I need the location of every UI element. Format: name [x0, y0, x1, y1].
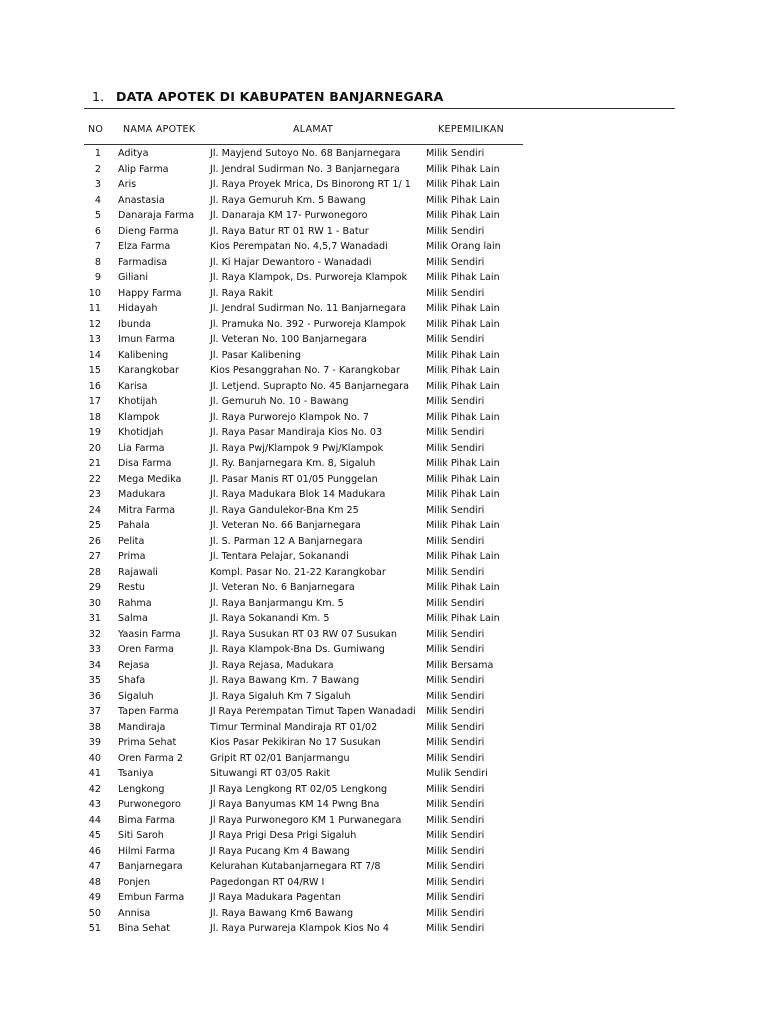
pharmacy-ownership: Milik Sendiri [426, 861, 485, 872]
pharmacy-ownership: Milik Sendiri [426, 256, 485, 268]
pharmacy-ownership: Milik Pihak Lain [426, 520, 500, 531]
pharmacy-ownership: Milik Sendiri [426, 923, 485, 934]
table-row [0, 363, 768, 379]
pharmacy-name: Banjarnegara [118, 861, 183, 872]
pharmacy-address: Jl. Ry. Banjarnegara Km. 8, Sigaluh [210, 458, 376, 469]
pharmacy-address: Jl. Jendral Sudirman No. 11 Banjarnegara [210, 303, 406, 314]
pharmacy-name: Purwonegoro [118, 799, 181, 810]
pharmacy-address: Pagedongan RT 04/RW I [210, 876, 325, 888]
pharmacy-ownership: Milik Sendiri [426, 287, 485, 299]
table-row [0, 627, 768, 643]
pharmacy-name: Tapen Farma [118, 706, 179, 717]
pharmacy-address: Jl Raya Purwonegoro KM 1 Purwanegara [210, 814, 402, 826]
table-row [0, 735, 768, 751]
table-row [0, 704, 768, 720]
row-number: 44 [88, 814, 101, 826]
pharmacy-ownership: Milik Pihak Lain [426, 210, 500, 221]
pharmacy-ownership: Milik Sendiri [426, 396, 485, 407]
header-divider [84, 144, 523, 145]
pharmacy-ownership: Milik Sendiri [426, 845, 485, 857]
pharmacy-address: Jl. Raya Bawang Km6 Bawang [210, 907, 354, 919]
pharmacy-ownership: Milik Sendiri [426, 597, 485, 609]
pharmacy-ownership: Milik Sendiri [426, 535, 485, 547]
pharmacy-ownership: Milik Pihak Lain [426, 411, 500, 423]
table-row [0, 503, 768, 519]
table-row [0, 286, 768, 302]
pharmacy-name: Madukara [118, 489, 166, 500]
row-number: 42 [88, 783, 101, 795]
pharmacy-name: Kalibening [118, 349, 169, 361]
table-row [0, 720, 768, 736]
table-row [0, 751, 768, 767]
row-number: 6 [94, 225, 101, 237]
pharmacy-ownership: Milik Sendiri [426, 876, 485, 888]
row-number: 49 [88, 892, 101, 903]
pharmacy-name: Rahma [118, 597, 152, 609]
pharmacy-name: Aditya [118, 148, 149, 159]
pharmacy-name: Farmadisa [118, 256, 168, 268]
table-row [0, 239, 768, 255]
pharmacy-name: Alip Farma [118, 163, 169, 175]
pharmacy-table [0, 146, 768, 937]
row-number: 18 [88, 411, 101, 423]
table-row [0, 611, 768, 627]
pharmacy-name: Klampok [118, 411, 160, 423]
row-number: 23 [88, 489, 101, 500]
pharmacy-ownership: Milik Pihak Lain [426, 380, 500, 392]
pharmacy-ownership: Milik Sendiri [426, 690, 485, 702]
pharmacy-address: Jl. Raya Sigaluh Km 7 Sigaluh [210, 690, 351, 702]
pharmacy-ownership: Milik Pihak Lain [426, 458, 500, 469]
section-number: 1. [92, 89, 105, 104]
row-number: 24 [88, 504, 101, 516]
pharmacy-name: Bima Farma [118, 814, 176, 826]
pharmacy-ownership: Milik Pihak Lain [426, 272, 500, 283]
pharmacy-name: Elza Farma [118, 241, 171, 252]
row-number: 34 [88, 659, 101, 671]
row-number: 10 [88, 287, 101, 299]
pharmacy-name: Hidayah [118, 303, 158, 314]
pharmacy-ownership: Milik Sendiri [426, 566, 485, 578]
pharmacy-name: Lengkong [118, 783, 165, 795]
pharmacy-address: Jl. Letjend. Suprapto No. 45 Banjarnegara [210, 380, 409, 392]
pharmacy-address: Jl. Raya Bawang Km. 7 Bawang [210, 675, 360, 686]
row-number: 37 [88, 706, 101, 717]
pharmacy-name: Karangkobar [118, 365, 179, 376]
pharmacy-ownership: Milik Sendiri [426, 892, 485, 903]
pharmacy-name: Anastasia [118, 194, 165, 206]
pharmacy-address: Jl Raya Prigi Desa Prigi Sigaluh [210, 830, 357, 841]
row-number: 1 [94, 148, 101, 159]
pharmacy-name: Dieng Farma [118, 225, 179, 237]
pharmacy-address: Jl Raya Banyumas KM 14 Pwng Bna [210, 799, 380, 810]
row-number: 16 [88, 380, 101, 392]
row-number: 47 [88, 861, 101, 872]
pharmacy-name: Hilmi Farma [118, 845, 176, 857]
pharmacy-name: Prima [118, 551, 146, 562]
row-number: 38 [88, 721, 101, 733]
pharmacy-name: Lia Farma [118, 442, 165, 454]
pharmacy-address: Jl. Tentara Pelajar, Sokanandi [210, 551, 349, 562]
table-row [0, 689, 768, 705]
pharmacy-ownership: Milik Pihak Lain [426, 613, 500, 624]
table-row [0, 875, 768, 891]
pharmacy-address: Situwangi RT 03/05 Rakit [210, 768, 331, 779]
table-row [0, 673, 768, 689]
pharmacy-ownership: Milik Sendiri [426, 907, 485, 919]
pharmacy-address: Jl. Raya Susukan RT 03 RW 07 Susukan [210, 628, 397, 640]
pharmacy-name: Disa Farma [118, 458, 172, 469]
pharmacy-ownership: Milik Pihak Lain [426, 303, 500, 314]
table-row [0, 332, 768, 348]
row-number: 20 [88, 442, 101, 454]
row-number: 9 [94, 272, 101, 283]
pharmacy-address: Jl. Raya Pwj/Klampok 9 Pwj/Klampok [210, 442, 384, 454]
table-row [0, 301, 768, 317]
pharmacy-ownership: Milik Sendiri [426, 442, 485, 454]
section-title: DATA APOTEK DI KABUPATEN BANJARNEGARA [116, 89, 444, 104]
pharmacy-ownership: Milik Orang lain [426, 241, 501, 252]
pharmacy-address: Jl. Ki Hajar Dewantoro - Wanadadi [210, 256, 372, 268]
table-row [0, 394, 768, 410]
pharmacy-address: Jl Raya Perempatan Timut Tapen Wanadadi [210, 706, 416, 717]
table-row [0, 472, 768, 488]
pharmacy-address: Jl. Raya Madukara Blok 14 Madukara [210, 489, 386, 500]
table-row [0, 782, 768, 798]
table-row [0, 906, 768, 922]
pharmacy-name: Giliani [118, 272, 149, 283]
pharmacy-address: Jl. Raya Sokanandi Km. 5 [210, 613, 330, 624]
pharmacy-name: Ponjen [118, 876, 151, 888]
pharmacy-address: Jl. Veteran No. 66 Banjarnegara [210, 520, 361, 531]
table-row [0, 193, 768, 209]
row-number: 5 [94, 210, 101, 221]
row-number: 4 [94, 194, 101, 206]
pharmacy-address: Jl. Raya Gandulekor-Bna Km 25 [210, 504, 359, 516]
table-row [0, 379, 768, 395]
pharmacy-ownership: Milik Pihak Lain [426, 473, 500, 485]
pharmacy-address: Jl Raya Pucang Km 4 Bawang [210, 845, 350, 857]
table-row [0, 317, 768, 333]
row-number: 51 [88, 923, 101, 934]
pharmacy-name: Salma [118, 613, 148, 624]
row-number: 48 [88, 876, 101, 888]
row-number: 25 [88, 520, 101, 531]
table-row [0, 487, 768, 503]
table-row [0, 410, 768, 426]
pharmacy-address: Jl. Mayjend Sutoyo No. 68 Banjarnegara [210, 148, 401, 159]
pharmacy-ownership: Milik Bersama [426, 659, 494, 671]
row-number: 28 [88, 566, 101, 578]
column-header-ownership: KEPEMILIKAN [438, 124, 505, 135]
table-row [0, 456, 768, 472]
row-number: 7 [94, 241, 101, 252]
row-number: 40 [88, 752, 101, 764]
column-header-name: NAMA APOTEK [123, 124, 196, 135]
pharmacy-ownership: Milik Pihak Lain [426, 365, 500, 376]
pharmacy-ownership: Milik Pihak Lain [426, 179, 500, 190]
pharmacy-ownership: Milik Sendiri [426, 752, 485, 764]
pharmacy-name: Happy Farma [118, 287, 182, 299]
pharmacy-name: Restu [118, 582, 145, 593]
table-row [0, 828, 768, 844]
pharmacy-address: Jl. Veteran No. 100 Banjarnegara [210, 334, 367, 345]
pharmacy-address: Jl. Pramuka No. 392 - Purworeja Klampok [210, 318, 406, 330]
pharmacy-name: Shafa [118, 675, 146, 686]
table-row [0, 518, 768, 534]
pharmacy-address: Jl. Raya Klampok-Bna Ds. Gumiwang [210, 644, 385, 655]
table-row [0, 348, 768, 364]
pharmacy-address: Kios Pasar Pekikiran No 17 Susukan [210, 737, 381, 748]
table-row [0, 844, 768, 860]
pharmacy-name: Embun Farma [118, 892, 185, 903]
table-row [0, 208, 768, 224]
row-number: 14 [88, 349, 101, 361]
row-number: 50 [88, 907, 101, 919]
pharmacy-ownership: Milik Sendiri [426, 737, 485, 748]
pharmacy-address: Jl. Raya Gemuruh Km. 5 Bawang [210, 194, 366, 206]
pharmacy-ownership: Milik Sendiri [426, 225, 485, 237]
pharmacy-address: Jl Raya Lengkong RT 02/05 Lengkong [210, 783, 388, 795]
pharmacy-name: Pahala [118, 520, 150, 531]
pharmacy-name: Tsaniya [118, 768, 154, 779]
pharmacy-address: Kios Perempatan No. 4,5,7 Wanadadi [210, 241, 388, 252]
row-number: 22 [88, 473, 101, 485]
pharmacy-ownership: Milik Pihak Lain [426, 318, 500, 330]
row-number: 43 [88, 799, 101, 810]
pharmacy-ownership: Milik Sendiri [426, 721, 485, 733]
pharmacy-ownership: Milik Sendiri [426, 148, 485, 159]
table-row [0, 921, 768, 937]
pharmacy-name: Mandiraja [118, 721, 166, 733]
pharmacy-name: Karisa [118, 380, 148, 392]
pharmacy-address: Timur Terminal Mandiraja RT 01/02 [210, 721, 378, 733]
pharmacy-address: Jl. Danaraja KM 17- Purwonegoro [210, 210, 368, 221]
row-number: 45 [88, 830, 101, 841]
table-row [0, 890, 768, 906]
row-number: 26 [88, 535, 101, 547]
pharmacy-name: Pelita [118, 535, 145, 547]
pharmacy-address: Jl. Raya Banjarmangu Km. 5 [210, 597, 344, 609]
pharmacy-ownership: Mulik Sendiri [426, 768, 488, 779]
pharmacy-ownership: Milik Sendiri [426, 706, 485, 717]
pharmacy-address: Jl. Raya Batur RT 01 RW 1 - Batur [210, 225, 369, 237]
row-number: 8 [94, 256, 101, 268]
document-title [92, 89, 444, 104]
row-number: 36 [88, 690, 101, 702]
pharmacy-address: Jl. Pasar Manis RT 01/05 Punggelan [210, 473, 378, 485]
pharmacy-address: Jl. Jendral Sudirman No. 3 Banjarnegara [210, 163, 400, 175]
pharmacy-address: Jl. Gemuruh No. 10 - Bawang [210, 396, 349, 407]
pharmacy-address: Gripit RT 02/01 Banjarmangu [210, 752, 350, 764]
column-header-no: NO [88, 124, 104, 135]
pharmacy-address: Jl. S. Parman 12 A Banjarnegara [210, 535, 363, 547]
row-number: 31 [88, 613, 101, 624]
row-number: 32 [88, 628, 101, 640]
pharmacy-ownership: Milik Pihak Lain [426, 489, 500, 500]
table-row [0, 766, 768, 782]
pharmacy-address: Jl Raya Madukara Pagentan [210, 892, 341, 903]
row-number: 39 [88, 737, 101, 748]
row-number: 35 [88, 675, 101, 686]
table-row [0, 255, 768, 271]
title-divider [84, 108, 675, 109]
row-number: 3 [94, 179, 101, 190]
pharmacy-address: Jl. Raya Rakit [210, 287, 273, 299]
row-number: 29 [88, 582, 101, 593]
pharmacy-ownership: Milik Sendiri [426, 675, 485, 686]
pharmacy-address: Jl. Raya Purworejo Klampok No. 7 [210, 411, 369, 423]
table-row [0, 441, 768, 457]
row-number: 46 [88, 845, 101, 857]
pharmacy-address: Kelurahan Kutabanjarnegara RT 7/8 [210, 861, 381, 872]
pharmacy-ownership: Milik Pihak Lain [426, 163, 500, 175]
table-row [0, 177, 768, 193]
pharmacy-address: Jl. Raya Klampok, Ds. Purworeja Klampok [210, 272, 408, 283]
table-row [0, 813, 768, 829]
table-row [0, 270, 768, 286]
table-row [0, 146, 768, 162]
row-number: 30 [88, 597, 101, 609]
table-row [0, 425, 768, 441]
pharmacy-name: Rajawali [118, 566, 158, 578]
pharmacy-address: Jl. Pasar Kalibening [210, 349, 301, 361]
pharmacy-name: Siti Saroh [118, 830, 164, 841]
row-number: 13 [88, 334, 101, 345]
pharmacy-name: Mitra Farma [118, 504, 176, 516]
pharmacy-name: Prima Sehat [118, 737, 177, 748]
table-row [0, 580, 768, 596]
pharmacy-ownership: Milik Pihak Lain [426, 349, 500, 361]
table-row [0, 162, 768, 178]
pharmacy-name: Mega Medika [118, 473, 182, 485]
table-row [0, 797, 768, 813]
table-row [0, 642, 768, 658]
pharmacy-ownership: Milik Pihak Lain [426, 194, 500, 206]
pharmacy-address: Jl. Raya Proyek Mrica, Ds Binorong RT 1/ 1 [210, 179, 411, 190]
pharmacy-name: Bina Sehat [118, 923, 170, 934]
pharmacy-ownership: Milik Pihak Lain [426, 551, 500, 562]
pharmacy-name: Aris [118, 179, 137, 190]
table-row [0, 565, 768, 581]
pharmacy-name: Sigaluh [118, 690, 154, 702]
row-number: 33 [88, 644, 101, 655]
pharmacy-ownership: Milik Sendiri [426, 334, 485, 345]
table-row [0, 859, 768, 875]
pharmacy-name: Yaasin Farma [118, 628, 181, 640]
pharmacy-name: Ibunda [118, 318, 152, 330]
table-row [0, 549, 768, 565]
pharmacy-ownership: Milik Sendiri [426, 799, 485, 810]
pharmacy-address: Jl. Raya Pasar Mandiraja Kios No. 03 [210, 427, 383, 438]
pharmacy-address: Kios Pesanggrahan No. 7 - Karangkobar [210, 365, 400, 376]
pharmacy-ownership: Milik Sendiri [426, 427, 485, 438]
pharmacy-ownership: Milik Sendiri [426, 504, 485, 516]
row-number: 11 [88, 303, 101, 314]
row-number: 19 [88, 427, 101, 438]
column-header-address: ALAMAT [293, 124, 334, 135]
pharmacy-name: Oren Farma 2 [118, 752, 183, 764]
pharmacy-name: Rejasa [118, 659, 150, 671]
pharmacy-ownership: Milik Sendiri [426, 814, 485, 826]
row-number: 12 [88, 318, 101, 330]
row-number: 15 [88, 365, 101, 376]
pharmacy-address: Jl. Raya Rejasa, Madukara [210, 659, 334, 671]
table-row [0, 658, 768, 674]
row-number: 27 [88, 551, 101, 562]
table-row [0, 534, 768, 550]
table-row [0, 224, 768, 240]
pharmacy-name: Danaraja Farma [118, 210, 195, 221]
row-number: 2 [94, 163, 101, 175]
pharmacy-name: Oren Farma [118, 644, 174, 655]
row-number: 21 [88, 458, 101, 469]
pharmacy-name: Imun Farma [118, 334, 175, 345]
pharmacy-name: Khotijah [118, 396, 158, 407]
pharmacy-ownership: Milik Sendiri [426, 628, 485, 640]
pharmacy-name: Khotidjah [118, 427, 164, 438]
pharmacy-ownership: Milik Sendiri [426, 644, 485, 655]
pharmacy-address: Kompl. Pasar No. 21-22 Karangkobar [210, 566, 386, 578]
pharmacy-name: Annisa [118, 907, 151, 919]
pharmacy-address: Jl. Veteran No. 6 Banjarnegara [210, 582, 355, 593]
table-row [0, 596, 768, 612]
pharmacy-ownership: Milik Sendiri [426, 783, 485, 795]
pharmacy-ownership: Milik Pihak Lain [426, 582, 500, 593]
row-number: 41 [88, 768, 101, 779]
row-number: 17 [88, 396, 101, 407]
pharmacy-address: Jl. Raya Purwareja Klampok Kios No 4 [210, 923, 389, 934]
pharmacy-ownership: Milik Sendiri [426, 830, 485, 841]
